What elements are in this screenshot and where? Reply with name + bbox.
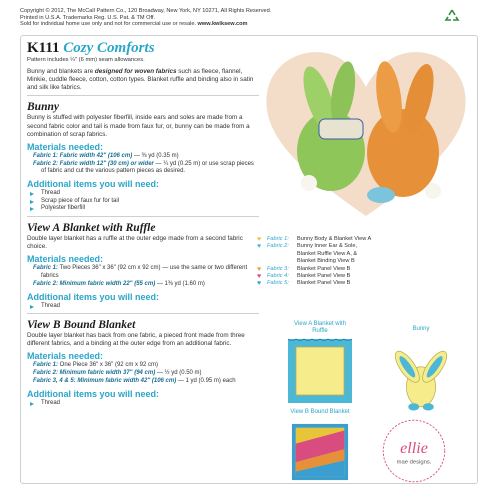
pattern-sheet bbox=[20, 8, 478, 486]
viewb-heading: View B Bound Blanket bbox=[27, 319, 136, 332]
divider bbox=[27, 95, 259, 96]
list-item: Polyester fiberfill bbox=[27, 205, 259, 213]
heart-icon: ♥ bbox=[257, 236, 262, 243]
legend-row: ♥ Fabric 1: Bunny Body & Blanket View A bbox=[257, 236, 372, 243]
viewa-material-1: Fabric 1: Two Pieces 36" x 36" (92 cm x 92 cm) — use the same or two different fabrics bbox=[33, 265, 248, 279]
fabric-legend bbox=[257, 236, 477, 288]
list-item: Scrap piece of faux fur for tail bbox=[27, 198, 259, 206]
list-item: Thread bbox=[27, 190, 259, 198]
viewa-blanket-diagram bbox=[287, 338, 353, 404]
seam-note: Pattern includes ¼" (6 mm) seam allowances. bbox=[27, 57, 145, 63]
heart-icon: ♥ bbox=[257, 243, 262, 251]
logo-name: ellie bbox=[400, 440, 428, 458]
divider bbox=[27, 313, 259, 314]
logo-sub: mae designs. bbox=[396, 459, 432, 466]
legend-row: ♥ Fabric 5: Blanket Panel View B bbox=[257, 280, 351, 288]
intro-text: Bunny and blankets are designed for woven fabrics such as fleece, flannel, Minkie, cuddle fleece, cotton, cotton types. Blanket ruffle and binding also in satin and silk like fabrics. bbox=[27, 68, 254, 92]
heart-icon: ♥ bbox=[257, 265, 262, 273]
viewa-heading: View A Blanket with Ruffle bbox=[27, 221, 156, 234]
bunny-material-2: Fabric 2: Fabric width 12" (30 cm) or wider — ¼ yd (0.25 m) or use scrap pieces of fabric and cut the various pattern pieces as desired. bbox=[33, 160, 254, 175]
bunny-diagram-label: Bunny bbox=[412, 326, 430, 332]
heart-icon: ♥ bbox=[257, 273, 262, 281]
bunny-additional-heading: Additional items you will need: bbox=[27, 179, 160, 190]
page-title: K111 Cozy Comforts bbox=[27, 40, 155, 56]
viewa-text: Double layer blanket has a ruffle at the outer edge made from a second fabric choice. bbox=[27, 234, 243, 251]
left-column bbox=[27, 40, 259, 407]
viewb-diagram-label: View B Bound Blanket bbox=[290, 409, 350, 415]
recycle-icon bbox=[444, 8, 460, 24]
heart-icon: ♥ bbox=[257, 280, 262, 288]
legend-row: ♥ Fabric 2: Bunny Inner Ear & Sole, Blanket Ruffle View A, & Blanket Binding View B bbox=[257, 243, 358, 265]
bunny-diagram bbox=[383, 334, 459, 416]
viewa-diagram-label: View A Blanket with Ruffle bbox=[294, 321, 346, 334]
viewa-material-2: Fabric 2: Minimum fabric width 22" (55 cm) — 1⅜ yd (1.60 m) bbox=[33, 280, 205, 287]
bunny-material-1: Fabric 1: Fabric width 42" (106 cm) — ⅜ yd (0.35 m) bbox=[33, 152, 179, 159]
viewb-material-3: Fabric 3, 4 & 5: Minimum fabric width 42" (106 cm) — 1 yd (0.95 m) each bbox=[33, 377, 236, 384]
divider bbox=[27, 216, 259, 217]
viewb-blanket-diagram bbox=[289, 423, 351, 481]
bunny-heading: Bunny bbox=[27, 101, 59, 114]
viewb-additional-heading: Additional items you will need: bbox=[27, 388, 160, 399]
website-link[interactable]: www.kwiksew.com bbox=[197, 21, 248, 28]
viewa-additional-heading: Additional items you will need: bbox=[27, 291, 160, 302]
viewb-material-2: Fabric 2: Minimum fabric width 37" (94 cm) — ½ yd (0.50 m) bbox=[33, 370, 202, 377]
product-photo bbox=[261, 41, 471, 221]
viewb-materials-heading: Materials needed: bbox=[27, 351, 104, 362]
bunny-materials-heading: Materials needed: bbox=[27, 141, 104, 152]
viewb-material-1: Fabric 1: One Piece 36" x 36" (92 cm x 92 cm) bbox=[33, 362, 158, 369]
ellie-mae-logo bbox=[381, 418, 447, 484]
pattern-card bbox=[20, 35, 478, 484]
bunny-text: Bunny is stuffed with polyester fiberfill, inside ears and soles are made from a second fabric color and tail is made from faux fur, or, bunny can be made from a combination of scrap fabrics. bbox=[27, 114, 250, 138]
legend-row: ♥ Fabric 4: Blanket Panel View B bbox=[257, 273, 351, 281]
copyright-notice: Copyright © 2012, The McCall Pattern Co., 120 Broadway, New York, NY 10271, All Rights Reserved. Printed in U.S.A. Trademarks Reg. U.S. Pat. & TM Off. Sold for individual home use only and not for commercial use or resale. www.kwiksew.com bbox=[20, 8, 272, 28]
viewa-materials-heading: Materials needed: bbox=[27, 254, 104, 265]
viewb-text: Double layer blanket has back from one fabric, a pieced front made from three different fabrics, and a binding at the outer edge from an additional fabric. bbox=[27, 332, 245, 348]
legend-row: ♥ Fabric 3: Blanket Panel View B bbox=[257, 265, 351, 273]
list-item: Thread bbox=[27, 400, 259, 408]
list-item: Thread bbox=[27, 303, 259, 311]
